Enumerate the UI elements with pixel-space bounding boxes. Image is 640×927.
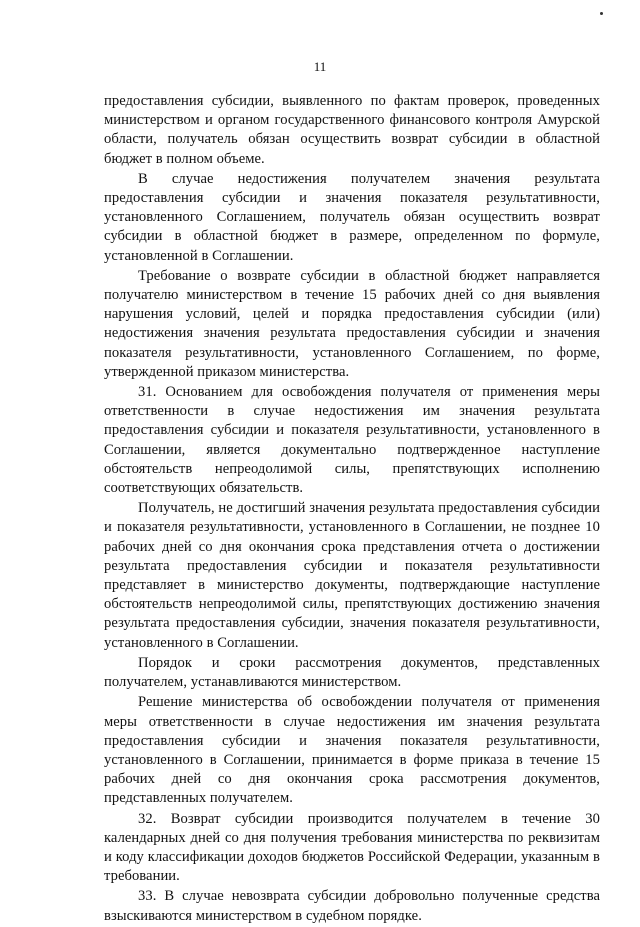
paragraph-32-refund-term: 32. Возврат субсидии производится получателем в течение 30 календарных дней со дня получения требования министерства по реквизитам и коду классификации доходов бюджетов Российской Федерации, указанным в требовании. xyxy=(104,810,600,885)
paragraph-33-court-recovery: 33. В случае невозврата субсидии добровольно полученные средства взыскиваются министерством в судебном порядке. xyxy=(104,888,600,924)
scan-speck xyxy=(600,12,603,15)
paragraph-ministry-decision: Решение министерства об освобождении получателя от применения меры ответственности в случае недостижения им значения результата предоставления субсидии и значения показателя результативности, установленного в Соглашении, принимается в форме приказа в течение 15 рабочих дней со дня окончания срока рассмотрения документов, представленных получателем. xyxy=(104,694,600,807)
document-body xyxy=(104,92,600,927)
paragraph-return-on-violation: предоставления субсидии, выявленного по фактам проверок, проведенных министерством и органом государственного финансового контроля Амурской области, получатель обязан осуществить возврат субсидии в областной бюджет в полном объеме. xyxy=(104,93,600,167)
paragraph-review-procedure: Порядок и сроки рассмотрения документов, представленных получателем, устанавливаются министерством. xyxy=(104,654,600,691)
page-number: 11 xyxy=(313,59,327,74)
paragraph-recipient-documents: Получатель, не достигший значения результата предоставления субсидии и показателя результативности, установленного в Соглашении, не позднее 10 рабочих дней со дня окончания срока представления отчета о достижении результата предоставления субсидии и показателя результативности представляет в министерство документы, подтверждающие наступление обстоятельств непреодолимой силы, препятствующих достижению значения результата предоставления субсидии, значения показателя результативности, установленного в Соглашении. xyxy=(104,500,600,651)
paragraph-31-exemption-basis: 31. Основанием для освобождения получателя от применения меры ответственности в случае недостижения им значения результата предоставления субсидии и показателя результативности, установленного в Соглашении, является документально подтвержденное наступление обстоятельств непреодолимой силы, препятствующих исполнению соответствующих обязательств. xyxy=(104,384,600,497)
paragraph-return-demand: Требование о возврате субсидии в областной бюджет направляется получателю министерством в течение 15 рабочих дней со дня выявления нарушения условий, целей и порядка предоставления субсидии (или) недостижения значения результата предоставления субсидии и значения показателя результативности, установленного Соглашением, по форме, утвержденной приказом министерства. xyxy=(104,267,600,380)
paragraph-non-achievement-return: В случае недостижения получателем значения результата предоставления субсидии и значения показателя результативности, установленного Соглашением, получатель обязан осуществить возврат субсидии в областной бюджет в размере, определенном по формуле, установленной в Соглашении. xyxy=(104,170,600,264)
